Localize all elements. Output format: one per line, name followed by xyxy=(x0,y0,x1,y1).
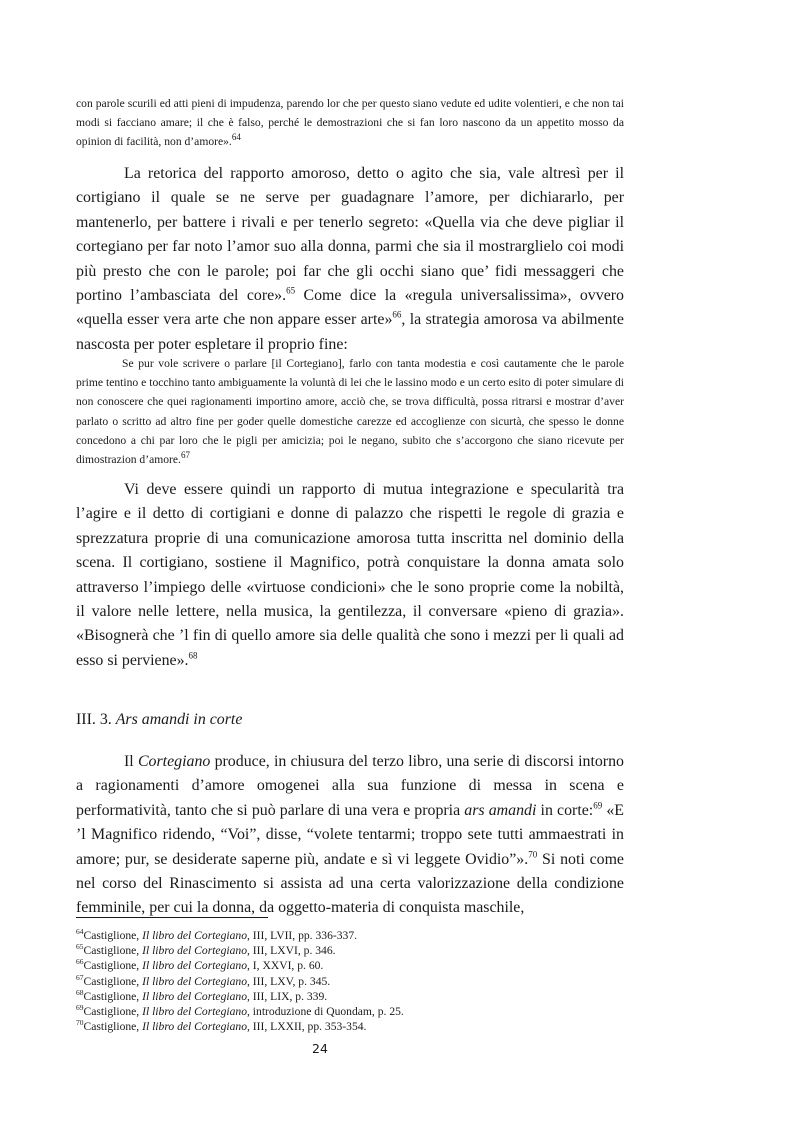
footnote-number: 65 xyxy=(76,942,84,952)
footnote-author: Castiglione, xyxy=(83,959,143,973)
footnote-item xyxy=(76,1004,624,1019)
footnote-ref[interactable]: 66 xyxy=(392,310,402,321)
section-heading xyxy=(76,711,242,729)
footnote-item xyxy=(76,1019,624,1034)
footnote-ref[interactable]: 70 xyxy=(528,849,538,860)
section-title: Ars amandi in corte xyxy=(115,711,243,728)
footnote-ref-text: , III, LXVI, p. 346. xyxy=(247,944,336,958)
footnote-number: 67 xyxy=(76,972,84,982)
paragraph-text: , la strategia amorosa va abilmente nascosta per poter espletare il proprio fine: xyxy=(76,311,624,353)
block-quote-top xyxy=(76,94,624,152)
footnote-ref[interactable]: 64 xyxy=(231,132,241,143)
paragraph-text: Si noti come nel corso del Rinascimento si assista ad una certa valorizzazione della condizione femminile, per cui la donna, da oggetto-materia di conquista maschile, xyxy=(76,850,624,917)
footnote-divider xyxy=(76,917,268,918)
footnote-work: Il libro del Cortegiano xyxy=(142,944,247,958)
footnote-item xyxy=(76,943,624,958)
paragraph-text: Come dice la «regula universalissima», ovvero «quella esser vera arte che non appare esser arte» xyxy=(76,287,624,329)
footnote-author: Castiglione, xyxy=(83,989,143,1003)
footnotes-list xyxy=(76,928,624,1034)
footnote-ref-text: , III, LIX, p. 339. xyxy=(247,989,328,1003)
footnote-author: Castiglione, xyxy=(83,929,143,942)
footnote-ref[interactable]: 68 xyxy=(188,650,198,661)
footnote-author: Castiglione, xyxy=(83,1020,143,1034)
footnote-ref-text: , III, LXXII, pp. 353-354. xyxy=(247,1020,367,1034)
footnote-ref-text: , III, LXV, p. 345. xyxy=(247,974,331,988)
footnote-work: Il libro del Cortegiano xyxy=(142,974,247,988)
quote-text: Se pur vole scrivere o parlare [il Cortegiano], farlo con tanta modestia e così cautamente che le parole prime tentino e tocchino tanto ambiguamente la voluntà di lei che le lassino modo e un certo esito di poter simulare di non conoscere che quei ragionamenti importino amore, acciò che, se trova difficultà, possa ritrarsi e mostrar d’aver parlato o scritto ad altro fine per goder quelle domestiche carezze ed accoglienze con sicurtà, che spesso le donne concedono a chi par loro che le pigli per amicizia; poi le negano, subito che s’accorgono che siano ricevute per dimostrazion d’amore. xyxy=(76,357,624,467)
paragraph-text: in corte: xyxy=(536,801,594,819)
section-number: III. 3. xyxy=(76,711,116,728)
footnote-work: Il libro del Cortegiano xyxy=(142,1005,247,1019)
footnote-author: Castiglione, xyxy=(83,1005,143,1019)
footnote-work: Il libro del Cortegiano xyxy=(142,1020,247,1034)
paragraph-text: «E ’l Magnifico ridendo, “Voi”, disse, “volete tentarmi; troppo sete tutti ammaestrati in amore; pur, se desiderate saperne più, andate e sì vi leggete Ovidio”». xyxy=(76,801,625,868)
block-quote-cortegiano xyxy=(76,354,624,469)
footnote-item xyxy=(76,989,624,1004)
paragraph-integration xyxy=(76,478,624,673)
footnote-item xyxy=(76,958,624,973)
footnote-item xyxy=(76,974,624,989)
footnote-ref[interactable]: 69 xyxy=(593,800,603,811)
italic-title: Cortegiano xyxy=(137,753,211,770)
footnote-author: Castiglione, xyxy=(83,944,143,958)
paragraph-text: produce, in chiusura del terzo libro, una serie di discorsi intorno a ragionamenti d’amore omogenei alla sua funzione di messa in scena e performatività, tanto che si può parlare di una vera e propria xyxy=(76,753,624,819)
page-number: 24 xyxy=(312,1041,328,1056)
footnote-number: 70 xyxy=(76,1018,84,1028)
paragraph-text: La retorica del rapporto amoroso, detto o agito che sia, vale altresì per il cortigiano il quale se ne serve per guadagnare l’amore, per dichiararlo, per mantenerlo, per battere i rivali e per tenerlo segreto: «Quella via che deve pigliar il cortegiano per far noto l’amor suo alla donna, parmi che sia il mostrarglielo coi modi più presto che con le parole; poi far che gli occhi siano que’ fidi messaggeri che portino l’ambasciata del core». xyxy=(76,165,624,305)
italic-term: ars amandi xyxy=(464,801,537,819)
footnote-work: Il libro del Cortegiano xyxy=(142,989,247,1003)
footnote-number: 68 xyxy=(76,987,84,997)
footnote-ref-text: , introduzione di Quondam, p. 25. xyxy=(247,1005,404,1019)
footnote-number: 66 xyxy=(76,957,84,967)
footnote-ref-text: , III, LVII, pp. 336-337. xyxy=(247,929,358,942)
footnote-ref[interactable]: 65 xyxy=(286,285,296,296)
footnote-work: Il libro del Cortegiano xyxy=(142,959,247,973)
footnote-work: Il libro del Cortegiano xyxy=(142,929,247,942)
footnote-number: 64 xyxy=(76,927,84,937)
footnote-item xyxy=(76,928,624,943)
paragraph-ars-amandi xyxy=(76,750,624,921)
quote-text: con parole scurili ed atti pieni di impudenza, parendo lor che per questo siano vedute ed udite volentieri, e che non tai modi si facciano amare; il che è falso, perché le demostrazioni che si fan loro nascono da un appetito mosso da opinion di facilità, non d’amore». xyxy=(76,97,624,149)
footnote-ref-text: , I, XXVI, p. 60. xyxy=(247,959,324,973)
footnote-author: Castiglione, xyxy=(83,974,143,988)
footnote-ref[interactable]: 67 xyxy=(180,450,190,461)
paragraph-rhetoric xyxy=(76,162,624,357)
footnote-number: 69 xyxy=(76,1003,84,1013)
paragraph-text: Vi deve essere quindi un rapporto di mutua integrazione e specularità tra l’agire e il detto di cortigiani e donne di palazzo che rispetti le regole di grazia e sprezzatura proprie di una comunicazione amorosa tutta inscritta nel dominio della scena. Il cortigiano, sostiene il Magnifico, potrà conquistare la donna amata solo attraverso l’impiego delle «virtuose condicioni» che le sono proprie come la nobiltà, il valore nelle lettere, nella musica, la gentilezza, il conversare «pieno di grazia». «Bisognerà che ’l fin di quello amore sia delle qualità che sono i mezzi per li quali ad esso si perviene». xyxy=(76,481,624,669)
paragraph-text: Il xyxy=(124,753,138,770)
